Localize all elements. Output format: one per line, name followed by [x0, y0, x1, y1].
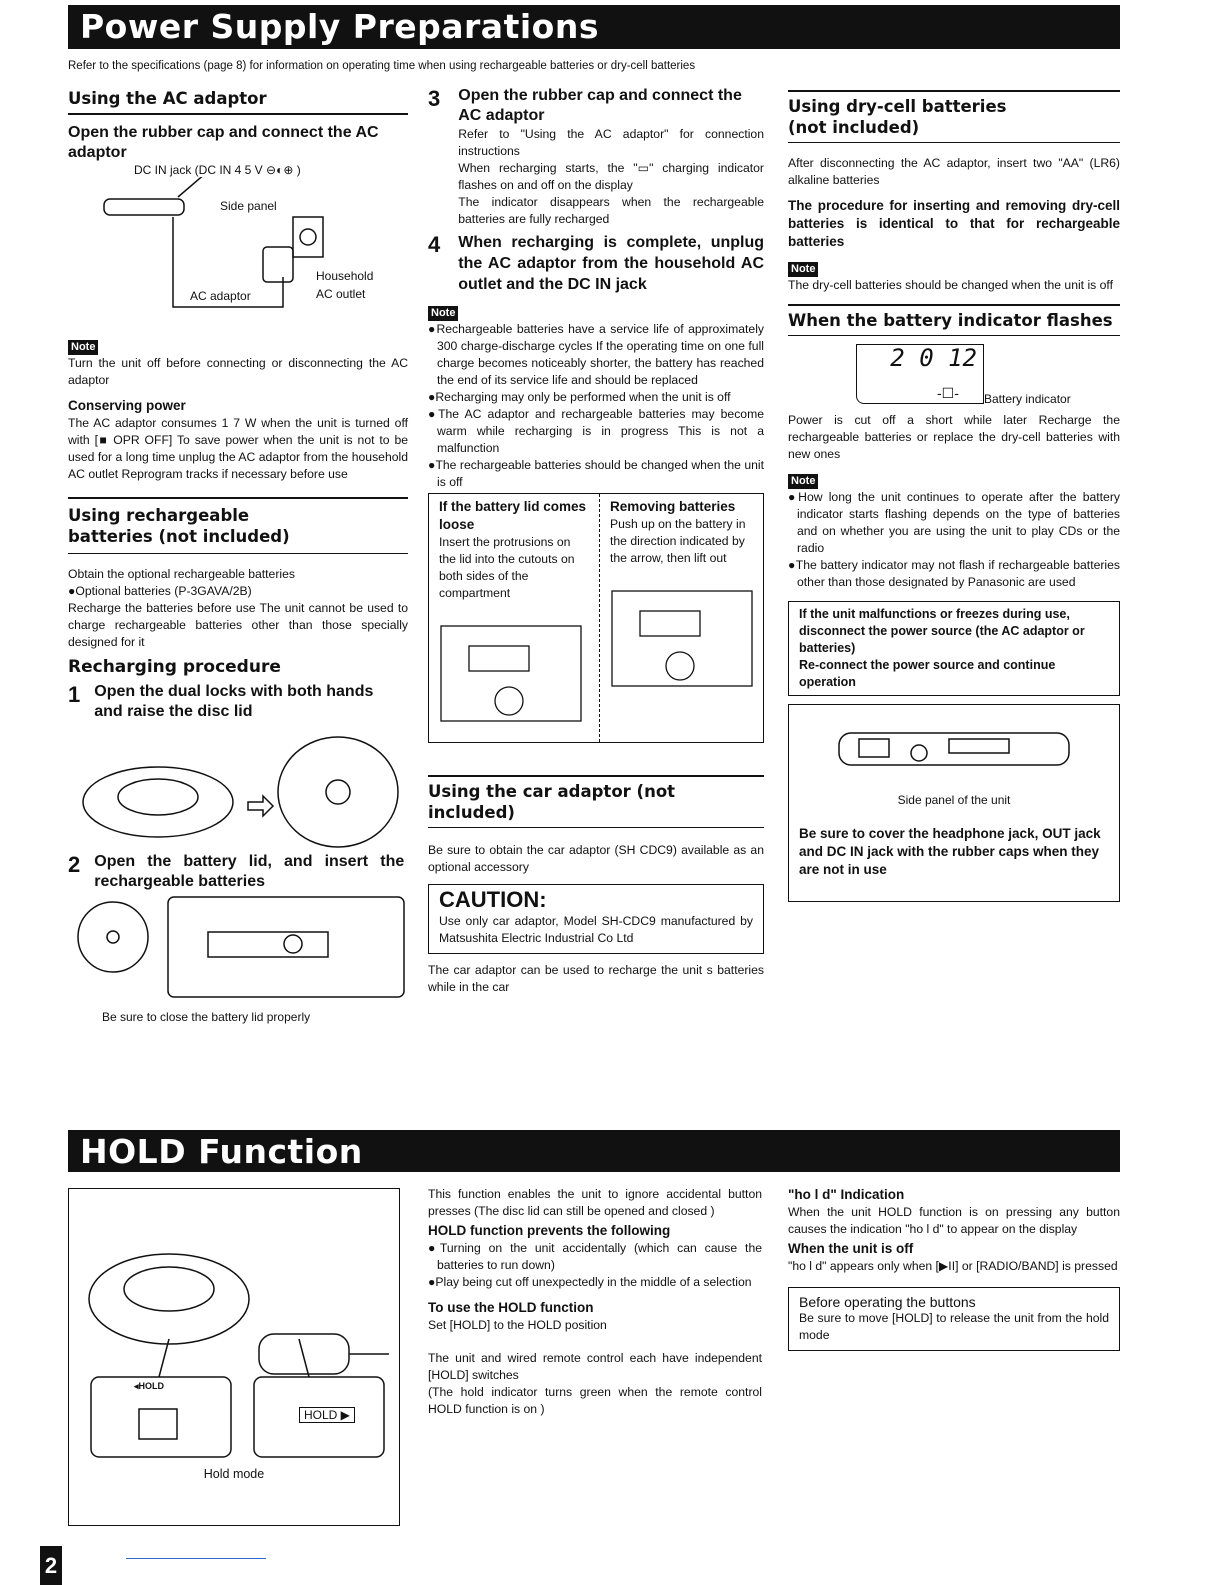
step-3: [428, 86, 764, 228]
car-heading: Using the car adaptor (not included): [428, 782, 676, 822]
step-number: 2: [68, 852, 81, 877]
use-hold-text: Set [HOLD] to the HOLD position: [428, 1318, 607, 1332]
middle-column: [428, 86, 764, 996]
unit-off-heading: When the unit is off: [788, 1241, 914, 1256]
hold-switches-text: The unit and wired remote control each have independent [HOLD] switches: [428, 1351, 762, 1382]
note-item: ●Rechargeable batteries have a service life of approximately 300 charge-discharge cycles If the operating time on one full charge becomes noticeably shorter, the battery has reached the end of its service life and should be replaced: [428, 322, 764, 387]
dry-note: The dry-cell batteries should be changed when the unit is off: [788, 278, 1113, 292]
hold-indicator-text: (The hold indicator turns green when the remote control HOLD function is on ): [428, 1385, 762, 1416]
lid-text: Insert the protrusions on the lid into the cutouts on both sides of the compartment: [439, 535, 575, 600]
right-column: [788, 90, 1120, 902]
recharge-p2: ●Optional batteries (P-3GAVA/2B): [68, 584, 252, 598]
prevents-heading: HOLD function prevents the following: [428, 1223, 671, 1238]
recharge-heading: Using rechargeable batteries (not included): [68, 506, 290, 546]
note-item: ●The AC adaptor and rechargeable batteries may become warm while recharging is in progress This is not a malfunction: [428, 407, 764, 455]
note-badge: Note: [788, 262, 818, 277]
hold-right-column: [788, 1186, 1120, 1351]
hold-label: ◂HOLD: [134, 1381, 165, 1391]
ac-note: Turn the unit off before connecting or disconnecting the AC adaptor: [68, 356, 408, 387]
step-title: When recharging is complete, unplug the AC adaptor from the household AC outlet and the DC IN jack: [458, 234, 764, 293]
step-title: Open the battery lid, and insert the rechargeable batteries: [94, 853, 405, 890]
step-text: Refer to "Using the AC adaptor" for connection instructions: [458, 127, 764, 158]
step-number: 3: [428, 86, 441, 111]
unit-off-text: "ho l d" appears only when [▶II] or [RADIO/BAND] is pressed: [788, 1259, 1118, 1273]
ac-adaptor-section: [68, 88, 408, 1024]
note-badge: Note: [788, 474, 818, 489]
prevent-item: ●Turning on the unit accidentally (which can cause the batteries to run down): [428, 1241, 762, 1272]
hold-intro: This function enables the unit to ignore accidental button presses (The disc lid can still be opened and closed ): [428, 1187, 762, 1218]
flash-text: Power is cut off a short while later Recharge the rechargeable batteries or replace the dry-cell batteries with new ones: [788, 413, 1120, 461]
footer-line: [126, 1558, 266, 1559]
side-panel-caption: Side panel of the unit: [897, 793, 1011, 807]
before-heading: Before operating the buttons: [799, 1294, 976, 1310]
ac-adaptor-label: AC adaptor: [190, 289, 251, 303]
dry-cell-text: After disconnecting the AC adaptor, insert two "AA" (LR6) alkaline batteries: [788, 156, 1120, 187]
caution-title: CAUTION:: [439, 887, 547, 912]
step-title: Open the rubber cap and connect the AC adaptor: [458, 87, 742, 124]
indication-text: When the unit HOLD function is on pressing any button causes the indication "ho l d" to appear on the display: [788, 1205, 1120, 1236]
power-supply-title: Power Supply Preparations: [68, 5, 1120, 49]
step-2: [68, 852, 408, 892]
battery-indicator-label: Battery indicator: [984, 392, 1071, 406]
removing-heading: Removing batteries: [610, 499, 736, 514]
malfunction-text: If the unit malfunctions or freezes during use, disconnect the power source (the AC adaptor or batteries): [799, 607, 1085, 655]
recharge-p1: Obtain the optional rechargeable batteries: [68, 567, 295, 581]
ac-subheading: Open the rubber cap and connect the AC adaptor: [68, 124, 379, 161]
caution-text: Use only car adaptor, Model SH-CDC9 manufactured by Matsushita Electric Industrial Co Ltd: [439, 914, 753, 945]
step-text: When recharging starts, the "▭" charging indicator flashes on and off on the display: [458, 161, 764, 192]
hold-illustration-box: [68, 1188, 400, 1526]
battery-indicator-icon: -☐-: [937, 385, 959, 401]
close-lid-caption: Be sure to close the battery lid properly: [102, 1010, 311, 1024]
conserving-heading: Conserving power: [68, 398, 186, 413]
car-recharge-text: The car adaptor can be used to recharge the unit s batteries while in the car: [428, 963, 764, 994]
flash-heading: When the battery indicator flashes: [788, 311, 1113, 330]
note-badge: Note: [428, 306, 458, 321]
reconnect-text: Re-connect the power source and continue operation: [799, 658, 1056, 689]
step-number: 1: [68, 682, 81, 707]
caution-box: [428, 884, 764, 954]
lcd-display: [856, 344, 984, 404]
removing-illustration: [610, 581, 760, 691]
step-title: Open the dual locks with both hands and raise the disc lid: [94, 683, 374, 720]
hold-middle-column: [428, 1186, 762, 1418]
recharge-p3: Recharge the batteries before use The unit cannot be used to charge rechargeable batteries other than those specially designed for it: [68, 601, 408, 649]
note-item: ●How long the unit continues to operate after the battery indicator starts flashing depends on the type of batteries and on whether you are using the unit to play CDs or the radio: [788, 490, 1120, 555]
conserving-text: The AC adaptor consumes 1 7 W when the unit is turned off with [■ OPR OFF] To save power when the unit is not to be used for a long time unplug the AC adaptor from the household AC outlet Reprogram tracks if necessary before use: [68, 416, 408, 481]
household-label: Household: [316, 269, 374, 283]
removing-text: Push up on the battery in the direction indicated by the arrow, then lift out: [610, 517, 746, 565]
removing-panel: [600, 494, 770, 742]
battery-tips-box: [428, 493, 764, 743]
dry-cell-heading: Using dry-cell batteries (not included): [788, 97, 1007, 137]
car-text: Be sure to obtain the car adaptor (SH CDC9) available as an optional accessory: [428, 843, 764, 874]
note-item: ●Recharging may only be performed when the unit is off: [428, 390, 731, 404]
hold-title: HOLD Function: [68, 1130, 1120, 1172]
hold-mode-caption: Hold mode: [203, 1467, 265, 1481]
lid-heading: If the battery lid comes loose: [439, 499, 587, 532]
lid-illustration: [439, 616, 589, 726]
lcd-digits: 2 0 12: [890, 344, 977, 372]
step-1: [68, 682, 408, 722]
ac-adaptor-illustration: [68, 177, 408, 327]
use-hold-heading: To use the HOLD function: [428, 1300, 594, 1315]
step-4: [428, 232, 764, 295]
before-text: Be sure to move [HOLD] to release the unit from the hold mode: [799, 1311, 1109, 1342]
before-operating-box: [788, 1287, 1120, 1351]
side-panel-illustration: [799, 713, 1099, 793]
page-number: 2: [40, 1546, 62, 1585]
procedure-heading: Recharging procedure: [68, 657, 281, 677]
note-item: ●The rechargeable batteries should be changed when the unit is off: [428, 458, 764, 489]
ac-heading: Using the AC adaptor: [68, 89, 267, 108]
malfunction-box: [788, 601, 1120, 696]
side-panel-label: Side panel: [220, 199, 277, 213]
battery-display-illustration: [788, 344, 1120, 412]
disc-lid-illustration: [68, 722, 408, 852]
dc-jack-label: DC IN jack (DC IN 4 5 V ⊖◐⊕ ): [134, 163, 301, 177]
lid-loose-panel: [429, 494, 600, 742]
step-text: The indicator disappears when the rechargeable batteries are fully recharged: [458, 195, 764, 226]
procedure-text: The procedure for inserting and removing dry-cell batteries is identical to that for rechargeable batteries: [788, 198, 1120, 249]
indication-heading: "ho l d" Indication: [788, 1187, 905, 1202]
cover-jacks-text: Be sure to cover the headphone jack, OUT jack and DC IN jack with the rubber caps when they are not in use: [799, 826, 1101, 877]
hold-switch: HOLD ▶: [299, 1407, 355, 1423]
note-badge: Note: [68, 340, 98, 355]
note-item: ●The battery indicator may not flash if rechargeable batteries other than those designated by Panasonic are used: [788, 558, 1120, 589]
intro-text: Refer to the specifications (page 8) for information on operating time when using rechargeable batteries or dry-cell batteries: [68, 60, 696, 72]
ac-outlet-label: AC outlet: [316, 287, 366, 301]
prevent-item: ●Play being cut off unexpectedly in the middle of a selection: [428, 1275, 752, 1289]
battery-insert-illustration: [68, 892, 408, 1002]
step-number: 4: [428, 232, 441, 257]
rubber-cap-box: [788, 704, 1120, 902]
